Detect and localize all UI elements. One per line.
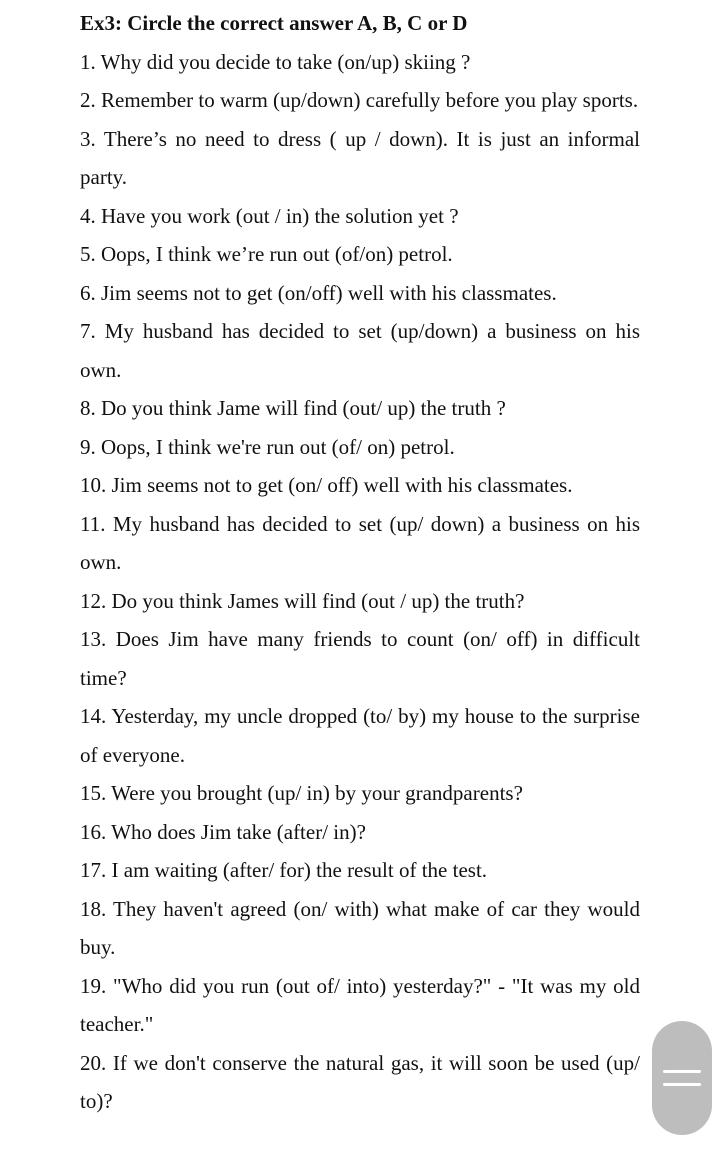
question-3: 3. There’s no need to dress ( up / down). It is just an informal party.: [80, 126, 640, 189]
question-8: 8. Do you think Jame will find (out/ up) the truth ?: [80, 396, 506, 420]
question-12: 12. Do you think James will find (out / up) the truth?: [80, 588, 525, 613]
question-13: 13. Does Jim have many friends to count (on/ off) in difficult time?: [80, 627, 640, 690]
question-9: 9. Oops, I think we're run out (of/ on) petrol.: [80, 434, 455, 459]
exercise-title: Ex3: Circle the correct answer A, B, C or D: [80, 11, 468, 35]
question-1: 1. Why did you decide to take (on/up) skiing ?: [80, 49, 471, 74]
question-16: 16. Who does Jim take (after/ in)?: [80, 819, 366, 844]
question-4: 4. Have you work (out / in) the solution yet ?: [80, 203, 459, 228]
scroll-handle[interactable]: [652, 1021, 712, 1135]
question-2: 2. Remember to warm (up/down) carefully before you play sports.: [80, 88, 639, 112]
question-11: 11. My husband has decided to set (up/ down) a business on his own.: [80, 511, 640, 574]
question-15: 15. Were you brought (up/ in) by your grandparents?: [80, 781, 523, 805]
exercise-document: [80, 4, 640, 1121]
drag-handle-icon: [663, 1083, 701, 1086]
question-18: 18. They haven't agreed (on/ with) what make of car they would buy.: [80, 896, 640, 959]
question-14: 14. Yesterday, my uncle dropped (to/ by) my house to the surprise of everyone.: [80, 704, 640, 767]
question-20: 20. If we don't conserve the natural gas, it will soon be used (up/ to)?: [80, 1050, 640, 1113]
question-6: 6. Jim seems not to get (on/off) well with his classmates.: [80, 280, 557, 305]
question-19: 19. "Who did you run (out of/ into) yesterday?" - "It was my old teacher.": [80, 973, 640, 1036]
question-7: 7. My husband has decided to set (up/down) a business on his own.: [80, 319, 640, 382]
question-17: 17. I am waiting (after/ for) the result of the test.: [80, 858, 488, 882]
drag-handle-icon: [663, 1070, 701, 1073]
question-5: 5. Oops, I think we’re run out (of/on) petrol.: [80, 242, 453, 266]
question-10: 10. Jim seems not to get (on/ off) well with his classmates.: [80, 473, 573, 497]
